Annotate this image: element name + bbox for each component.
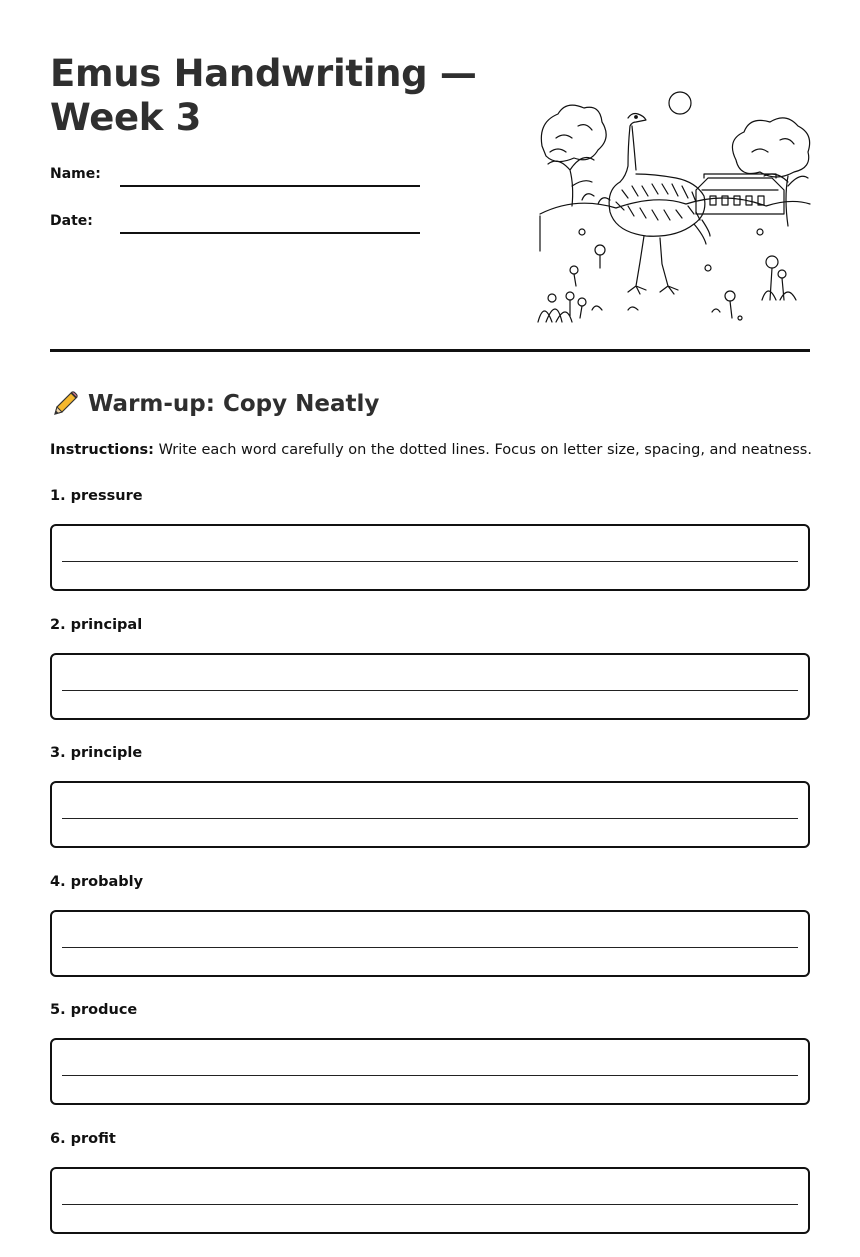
word-label: 2. principal (50, 615, 142, 635)
list-item (50, 1000, 810, 1129)
instructions (50, 440, 810, 460)
page-title (50, 52, 510, 140)
writing-box[interactable] (50, 781, 810, 848)
writing-guide-line (62, 1075, 798, 1076)
date-field[interactable] (50, 211, 420, 239)
header-divider (50, 349, 810, 352)
writing-guide-line (62, 690, 798, 691)
list-item (50, 743, 810, 872)
list-item (50, 1129, 810, 1257)
emu-landscape-illustration (536, 86, 812, 326)
writing-guide-line (62, 818, 798, 819)
word-list (50, 486, 810, 1257)
list-item (50, 872, 810, 1001)
name-line[interactable] (120, 185, 420, 187)
writing-guide-line (62, 561, 798, 562)
word-label: 6. profit (50, 1129, 116, 1149)
list-item (50, 486, 810, 615)
writing-box[interactable] (50, 1167, 810, 1234)
writing-box[interactable] (50, 910, 810, 977)
instructions-label: Instructions: (50, 442, 154, 458)
date-label: Date: (50, 211, 93, 231)
word-label: 4. probably (50, 872, 143, 892)
word-label: 3. principle (50, 743, 142, 763)
writing-box[interactable] (50, 653, 810, 720)
instructions-text: Write each word carefully on the dotted lines. Focus on letter size, spacing, and neatness. (154, 442, 812, 458)
name-field[interactable] (50, 164, 420, 192)
word-label: 1. pressure (50, 486, 143, 506)
pencil-icon (50, 389, 80, 419)
writing-guide-line (62, 1204, 798, 1205)
title-line-1: Emus Handwriting — (50, 52, 477, 95)
section-title-warmup (50, 388, 379, 420)
writing-box[interactable] (50, 524, 810, 591)
title-line-2: Week 3 (50, 96, 201, 139)
word-label: 5. produce (50, 1000, 137, 1020)
writing-box[interactable] (50, 1038, 810, 1105)
list-item (50, 615, 810, 744)
worksheet-header (50, 0, 810, 352)
date-line[interactable] (120, 232, 420, 234)
writing-guide-line (62, 947, 798, 948)
section-title-text: Warm-up: Copy Neatly (88, 388, 379, 420)
name-label: Name: (50, 164, 101, 184)
